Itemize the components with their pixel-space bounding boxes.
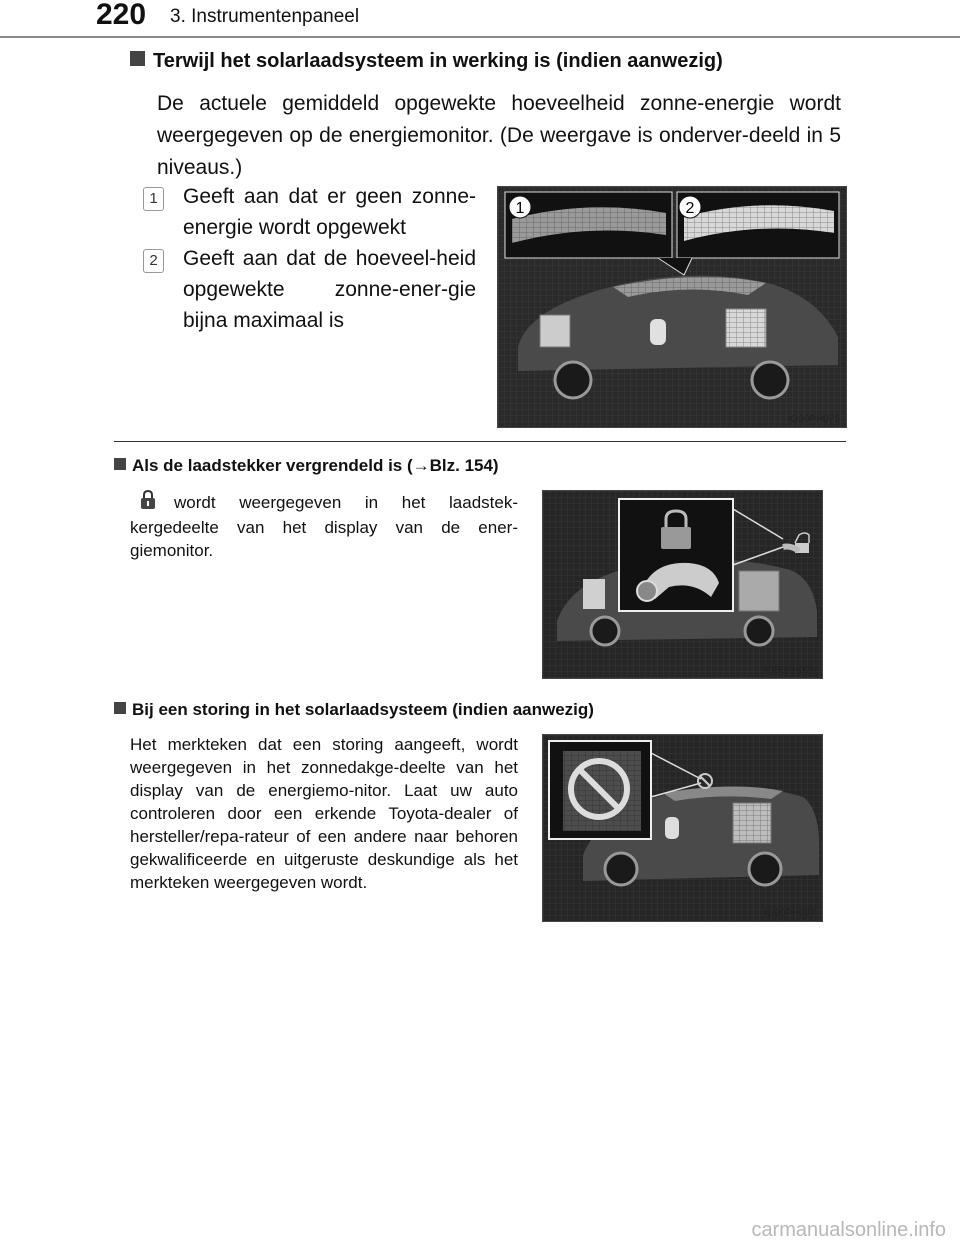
figure-code-076: IO30PH076	[763, 665, 816, 676]
footer-watermark: carmanualsonline.info	[751, 1219, 946, 1241]
figure-charging-lock	[542, 490, 823, 679]
chapter-title: 3. Instrumentenpaneel	[170, 6, 360, 27]
figure-solar-monitor	[497, 186, 847, 428]
square-bullet-icon	[114, 458, 126, 470]
header-rule	[0, 36, 960, 38]
item-number-1: 1	[143, 187, 164, 211]
figure-solar-fault	[542, 734, 823, 922]
callout-2	[679, 196, 701, 218]
svg-text:2: 2	[685, 200, 695, 217]
section-heading-solar: Terwijl het solarlaadsysteem in werking is (indien aanwezig)	[130, 50, 723, 73]
solar-fault-illustration	[543, 735, 822, 921]
solar-monitor-illustration	[498, 187, 846, 427]
item-text-2: Geeft aan dat de hoeveel-heid opgewekte zonne-ener-gie bijna maximaal is	[183, 247, 476, 332]
figure-code-077: IO30PH077	[763, 908, 816, 919]
section-text-solar-fault: Het merkteken dat een storing aangeeft, wordt weergegeven in het zonnedakge-deelte van het display van de energiemo-nitor. Laat uw auto controleren door een erkende Toyota-dealer of hersteller/repa-rateur of een andere naar behoren gekwalificeerde en uitgeruste deskundige als het merkteken weergegeven wordt.	[130, 735, 518, 892]
section-heading-solar-fault: Bij een storing in het solarlaadsysteem (indien aanwezig)	[114, 700, 594, 720]
lock-icon	[140, 490, 156, 516]
section-heading-charging-lock: Als de laadstekker vergrendeld is (→Blz. 154)	[114, 456, 499, 476]
section-text-charging-lock: wordt weergegeven in het laadstek-kergedeelte van het display van de ener-giemonitor.	[130, 490, 518, 562]
charging-lock-illustration	[543, 491, 822, 678]
square-bullet-icon	[114, 702, 126, 714]
item-text-1: Geeft aan dat er geen zonne-energie wordt opgewekt	[183, 185, 476, 239]
section-intro-solar: De actuele gemiddeld opgewekte hoeveelheid zonne-energie wordt weergegeven op de energiemonitor. (De weergave is onderver-deeld in 5 niveaus.)	[157, 92, 841, 179]
page-number: 220	[96, 0, 147, 31]
section-divider	[114, 441, 846, 442]
figure-code-075: IO30PH075	[787, 414, 840, 425]
svg-text:1: 1	[515, 200, 525, 217]
item-number-2: 2	[143, 249, 164, 273]
square-bullet-icon	[130, 51, 145, 66]
callout-1	[509, 196, 531, 218]
